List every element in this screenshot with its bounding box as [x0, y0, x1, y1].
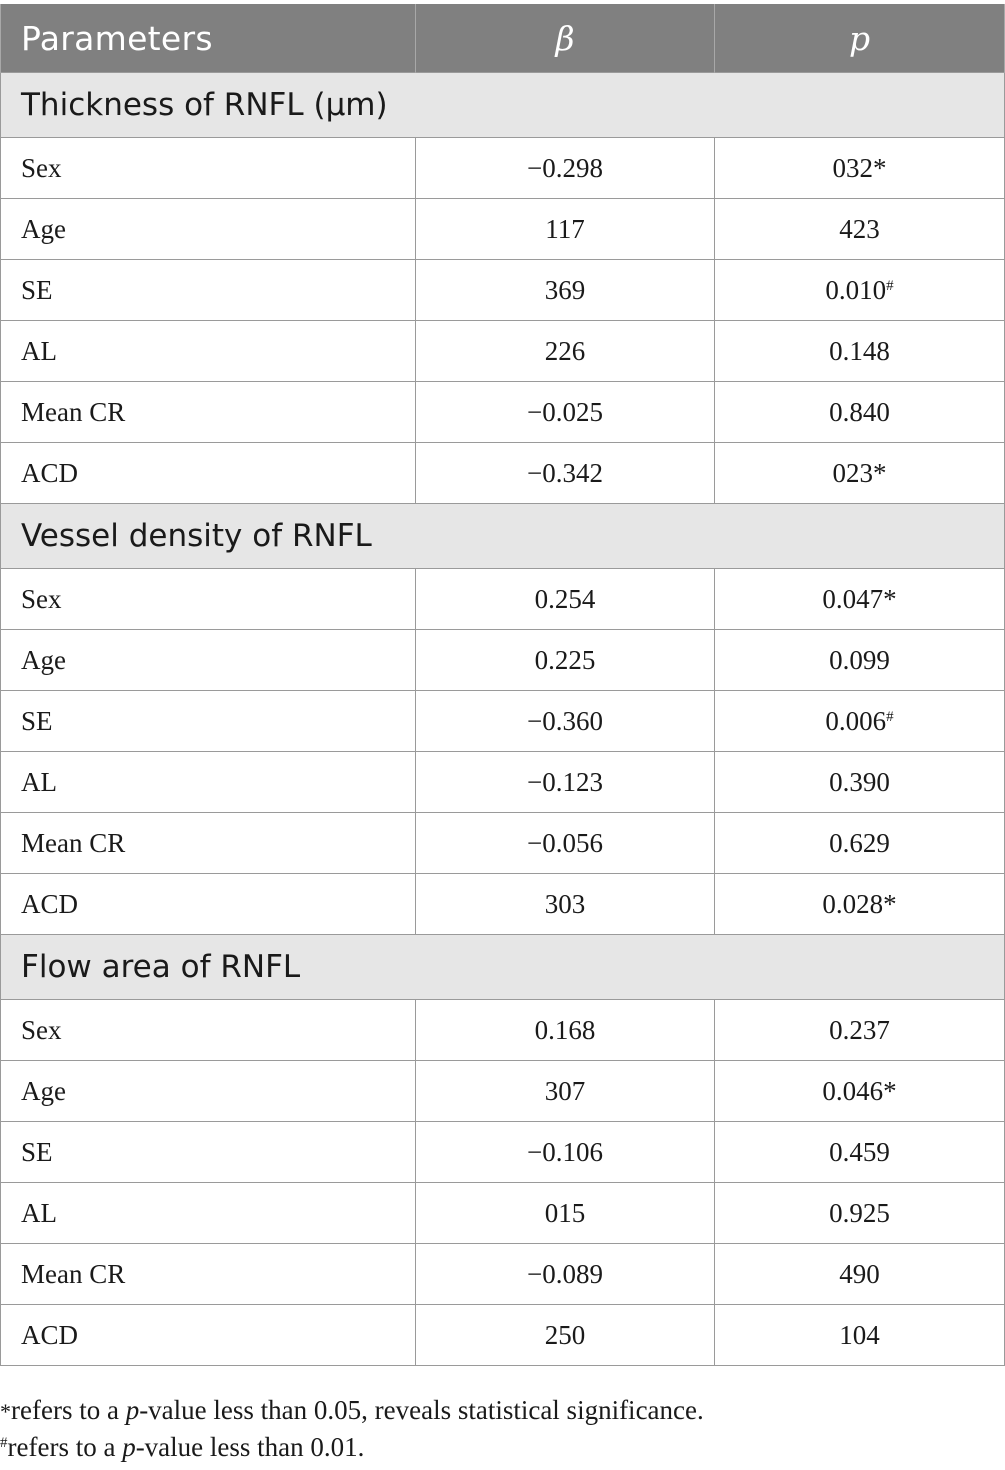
p-value: 0.010	[825, 274, 887, 305]
section-row	[1, 935, 1005, 1000]
p-value-marker: #	[886, 277, 894, 294]
p-value: 0.006	[825, 705, 887, 736]
row-label: Mean CR	[1, 382, 416, 443]
footnote-high-significance	[0, 1429, 704, 1466]
p-value: 0.237	[829, 1014, 890, 1045]
footnote-star-before: refers to a	[11, 1395, 126, 1425]
row-label: Age	[1, 630, 416, 691]
p-value-cell	[715, 874, 1005, 935]
beta-value: 015	[416, 1183, 715, 1244]
p-value: 023*	[832, 457, 887, 488]
table-row	[1, 1061, 1005, 1122]
p-value-cell	[715, 630, 1005, 691]
p-value: 032*	[832, 152, 887, 183]
p-value-cell	[715, 1305, 1005, 1366]
p-value: 0.099	[829, 644, 890, 675]
beta-value: −0.106	[416, 1122, 715, 1183]
beta-value: −0.089	[416, 1244, 715, 1305]
table-row	[1, 260, 1005, 321]
beta-value: 307	[416, 1061, 715, 1122]
beta-value: −0.056	[416, 813, 715, 874]
row-label: Age	[1, 199, 416, 260]
p-value-cell	[715, 443, 1005, 504]
section-title: Thickness of RNFL (μm)	[1, 73, 1005, 138]
row-label: Sex	[1, 138, 416, 199]
p-value: 0.148	[829, 335, 890, 366]
p-value-cell	[715, 752, 1005, 813]
beta-value: −0.123	[416, 752, 715, 813]
p-value-cell	[715, 199, 1005, 260]
p-value: 490	[839, 1258, 880, 1289]
beta-value: −0.360	[416, 691, 715, 752]
header-beta: β	[416, 4, 715, 73]
p-value-cell	[715, 691, 1005, 752]
p-value-cell	[715, 1000, 1005, 1061]
p-value: 423	[839, 213, 880, 244]
table-row	[1, 1244, 1005, 1305]
table-body	[1, 73, 1005, 1366]
beta-value: 0.168	[416, 1000, 715, 1061]
row-label: Sex	[1, 1000, 416, 1061]
table-row	[1, 630, 1005, 691]
row-label: ACD	[1, 443, 416, 504]
row-label: SE	[1, 691, 416, 752]
p-value: 0.047*	[822, 583, 897, 614]
p-value-marker: #	[886, 708, 894, 725]
row-label: AL	[1, 752, 416, 813]
p-value-cell	[715, 382, 1005, 443]
beta-value: −0.298	[416, 138, 715, 199]
p-value: 104	[839, 1319, 880, 1350]
header-row	[1, 4, 1005, 73]
p-value: 0.028*	[822, 888, 897, 919]
beta-value: 226	[416, 321, 715, 382]
table-row	[1, 443, 1005, 504]
header-p: p	[715, 4, 1005, 73]
row-label: SE	[1, 260, 416, 321]
footnote-hash-italic: p	[122, 1432, 136, 1462]
table-row	[1, 1122, 1005, 1183]
p-value-cell	[715, 569, 1005, 630]
row-label: Sex	[1, 569, 416, 630]
p-value-cell	[715, 138, 1005, 199]
beta-value: 303	[416, 874, 715, 935]
p-value: 0.459	[829, 1136, 890, 1167]
footnote-hash-after: -value less than 0.01.	[135, 1432, 365, 1462]
footnote-hash-before: refers to a	[7, 1432, 123, 1462]
p-value: 0.390	[829, 766, 890, 797]
table-row	[1, 1305, 1005, 1366]
p-value-cell	[715, 321, 1005, 382]
row-label: AL	[1, 321, 416, 382]
footnotes	[0, 1392, 704, 1466]
p-value-cell	[715, 813, 1005, 874]
p-value-cell	[715, 1122, 1005, 1183]
beta-value: 369	[416, 260, 715, 321]
p-value-cell	[715, 260, 1005, 321]
header-parameters: Parameters	[1, 4, 416, 73]
section-title: Flow area of RNFL	[1, 935, 1005, 1000]
row-label: Mean CR	[1, 813, 416, 874]
table-row	[1, 382, 1005, 443]
regression-table	[0, 4, 1005, 1366]
table-row	[1, 321, 1005, 382]
table-row	[1, 813, 1005, 874]
beta-value: −0.342	[416, 443, 715, 504]
table-row	[1, 199, 1005, 260]
beta-value: 0.254	[416, 569, 715, 630]
p-value-cell	[715, 1183, 1005, 1244]
beta-value: 0.225	[416, 630, 715, 691]
row-label: Mean CR	[1, 1244, 416, 1305]
footnote-hash-mark: #	[0, 1435, 8, 1451]
table-row	[1, 569, 1005, 630]
row-label: ACD	[1, 874, 416, 935]
section-row	[1, 73, 1005, 138]
beta-value: 117	[416, 199, 715, 260]
footnote-star-after: -value less than 0.05, reveals statistical significance.	[139, 1395, 704, 1425]
row-label: AL	[1, 1183, 416, 1244]
beta-value: 250	[416, 1305, 715, 1366]
section-title: Vessel density of RNFL	[1, 504, 1005, 569]
beta-value: −0.025	[416, 382, 715, 443]
p-value-cell	[715, 1061, 1005, 1122]
row-label: ACD	[1, 1305, 416, 1366]
table-row	[1, 138, 1005, 199]
table-row	[1, 874, 1005, 935]
table-row	[1, 752, 1005, 813]
table-row	[1, 1000, 1005, 1061]
table-row	[1, 691, 1005, 752]
footnote-star-mark: *	[0, 1399, 11, 1424]
section-row	[1, 504, 1005, 569]
footnote-star-italic: p	[125, 1395, 140, 1425]
p-value: 0.629	[829, 827, 890, 858]
p-value-cell	[715, 1244, 1005, 1305]
table-row	[1, 1183, 1005, 1244]
row-label: Age	[1, 1061, 416, 1122]
p-value: 0.840	[829, 396, 890, 427]
footnote-significance	[0, 1392, 704, 1429]
row-label: SE	[1, 1122, 416, 1183]
p-value: 0.925	[829, 1197, 890, 1228]
p-value: 0.046*	[822, 1075, 897, 1106]
